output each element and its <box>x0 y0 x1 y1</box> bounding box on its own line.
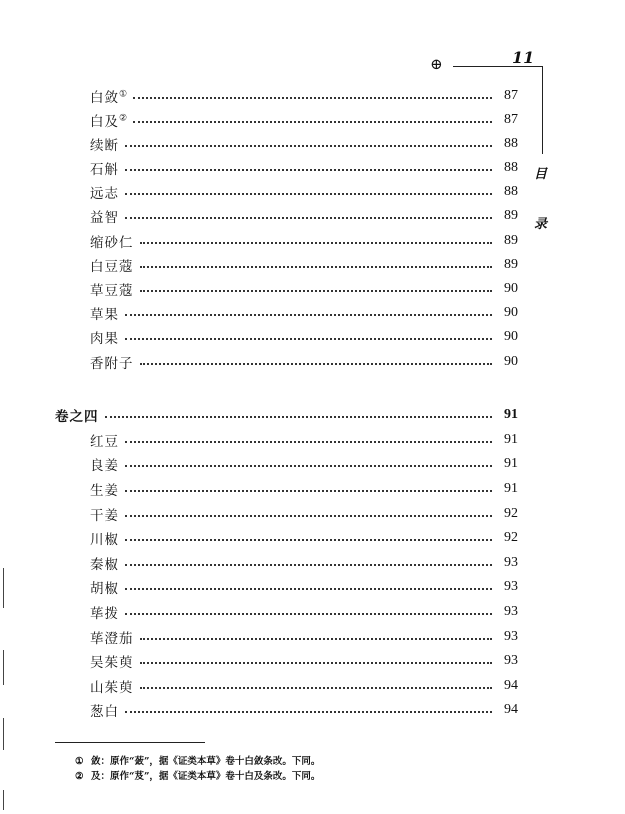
toc-section-heading <box>55 403 518 427</box>
entry-title: 川椒 <box>90 532 119 548</box>
entry-page: 94 <box>504 702 518 717</box>
entry-title: 秦椒 <box>90 557 119 573</box>
dot-leader <box>125 515 492 517</box>
entry-page: 89 <box>504 233 518 248</box>
entry-page: 94 <box>504 678 518 693</box>
dot-leader <box>125 314 492 316</box>
entry-page: 92 <box>504 530 518 545</box>
dot-leader <box>125 169 492 171</box>
toc-entry <box>90 253 518 277</box>
entry-title: 香附子 <box>90 356 134 372</box>
toc-entry <box>90 84 518 108</box>
entry-page: 89 <box>504 257 518 272</box>
dot-leader <box>125 613 492 615</box>
entry-page: 90 <box>504 305 518 320</box>
toc-entry <box>90 502 518 526</box>
entry-page: 93 <box>504 555 518 570</box>
footnote-mark: ② <box>75 771 84 782</box>
dot-leader <box>125 490 492 492</box>
toc-entry <box>90 229 518 253</box>
entry-title: 葱白 <box>90 704 119 720</box>
entry-title: 白敛① <box>90 89 128 106</box>
dot-leader <box>140 290 493 292</box>
footnote <box>75 768 320 782</box>
dot-leader <box>125 465 492 467</box>
toc-entry <box>90 526 518 550</box>
entry-title: 胡椒 <box>90 581 119 597</box>
entry-page: 90 <box>504 281 518 296</box>
scan-margin-mark <box>3 790 4 810</box>
entry-page: 89 <box>504 208 518 223</box>
entry-title: 荜拨 <box>90 606 119 622</box>
toc-entry <box>90 204 518 228</box>
entry-title: 山茱萸 <box>90 680 134 696</box>
section-title: 卷之四 <box>55 409 99 425</box>
toc-entry <box>90 132 518 156</box>
entry-title: 白及② <box>90 113 128 130</box>
entry-title: 吴茱萸 <box>90 655 134 671</box>
entry-title: 干姜 <box>90 508 119 524</box>
dot-leader <box>140 363 493 365</box>
dot-leader <box>133 121 492 123</box>
dot-leader <box>140 266 493 268</box>
toc-entry <box>90 477 518 501</box>
entry-title: 续断 <box>90 138 119 154</box>
entry-page: 93 <box>504 579 518 594</box>
toc-entry <box>90 428 518 452</box>
entry-page: 88 <box>504 184 518 199</box>
toc-entry <box>90 452 518 476</box>
dot-leader <box>125 711 492 713</box>
scan-margin-mark <box>3 718 4 750</box>
entry-title: 益智 <box>90 210 119 226</box>
dot-leader <box>140 687 493 689</box>
entry-page: 93 <box>504 604 518 619</box>
entry-page: 88 <box>504 160 518 175</box>
entry-title: 肉果 <box>90 331 119 347</box>
entry-page: 90 <box>504 354 518 369</box>
toc-entry <box>90 551 518 575</box>
toc-entry <box>90 649 518 673</box>
dot-leader <box>125 588 492 590</box>
entry-title: 缩砂仁 <box>90 235 134 251</box>
footnote-text: 敛：原作“蔹”，据《证类本草》卷十白敛条改。下同。 <box>91 756 321 767</box>
dot-leader <box>125 145 492 147</box>
footnote <box>75 753 320 767</box>
entry-title: 草果 <box>90 307 119 323</box>
entry-title: 良姜 <box>90 458 119 474</box>
toc-entry <box>90 625 518 649</box>
page-number: 11 <box>512 48 535 67</box>
footnote-mark: ① <box>75 756 84 767</box>
entry-page: 93 <box>504 629 518 644</box>
dot-leader <box>140 242 493 244</box>
scan-margin-mark <box>3 650 4 685</box>
section-page: 91 <box>504 407 518 422</box>
entry-page: 91 <box>504 456 518 471</box>
side-label-lu: 录 <box>534 217 548 232</box>
footnote-rule <box>55 742 205 743</box>
toc-entry <box>90 277 518 301</box>
toc-entry <box>90 600 518 624</box>
entry-page: 88 <box>504 136 518 151</box>
side-label-mu: 目 <box>534 167 548 182</box>
dot-leader <box>140 662 493 664</box>
dot-leader <box>125 217 492 219</box>
entry-title: 生姜 <box>90 483 119 499</box>
entry-page: 91 <box>504 432 518 447</box>
toc-entry <box>90 674 518 698</box>
toc-entry <box>90 108 518 132</box>
entry-title: 荜澄茄 <box>90 631 134 647</box>
entry-title: 石斛 <box>90 162 119 178</box>
toc-entry <box>90 325 518 349</box>
footnote-text: 及：原作“芨”，据《证类本草》卷十白及条改。下同。 <box>91 771 321 782</box>
entry-title: 远志 <box>90 186 119 202</box>
toc-entry <box>90 156 518 180</box>
entry-title: 草豆蔻 <box>90 283 134 299</box>
dot-leader <box>105 416 493 418</box>
dot-leader <box>125 564 492 566</box>
entry-page: 87 <box>504 88 518 103</box>
entry-page: 90 <box>504 329 518 344</box>
toc-entry <box>90 575 518 599</box>
dot-leader <box>133 97 492 99</box>
header-ornament-icon: ⊕ <box>430 55 443 73</box>
scan-margin-mark <box>3 568 4 608</box>
dot-leader <box>140 638 493 640</box>
toc-entry <box>90 180 518 204</box>
toc-entry <box>90 350 518 374</box>
toc-entry <box>90 698 518 722</box>
toc-entry <box>90 301 518 325</box>
entry-page: 91 <box>504 481 518 496</box>
entry-page: 93 <box>504 653 518 668</box>
dot-leader <box>125 193 492 195</box>
entry-page: 87 <box>504 112 518 127</box>
entry-title: 白豆蔻 <box>90 259 134 275</box>
dot-leader <box>125 338 492 340</box>
entry-title: 红豆 <box>90 434 119 450</box>
dot-leader <box>125 539 492 541</box>
dot-leader <box>125 441 492 443</box>
entry-page: 92 <box>504 506 518 521</box>
